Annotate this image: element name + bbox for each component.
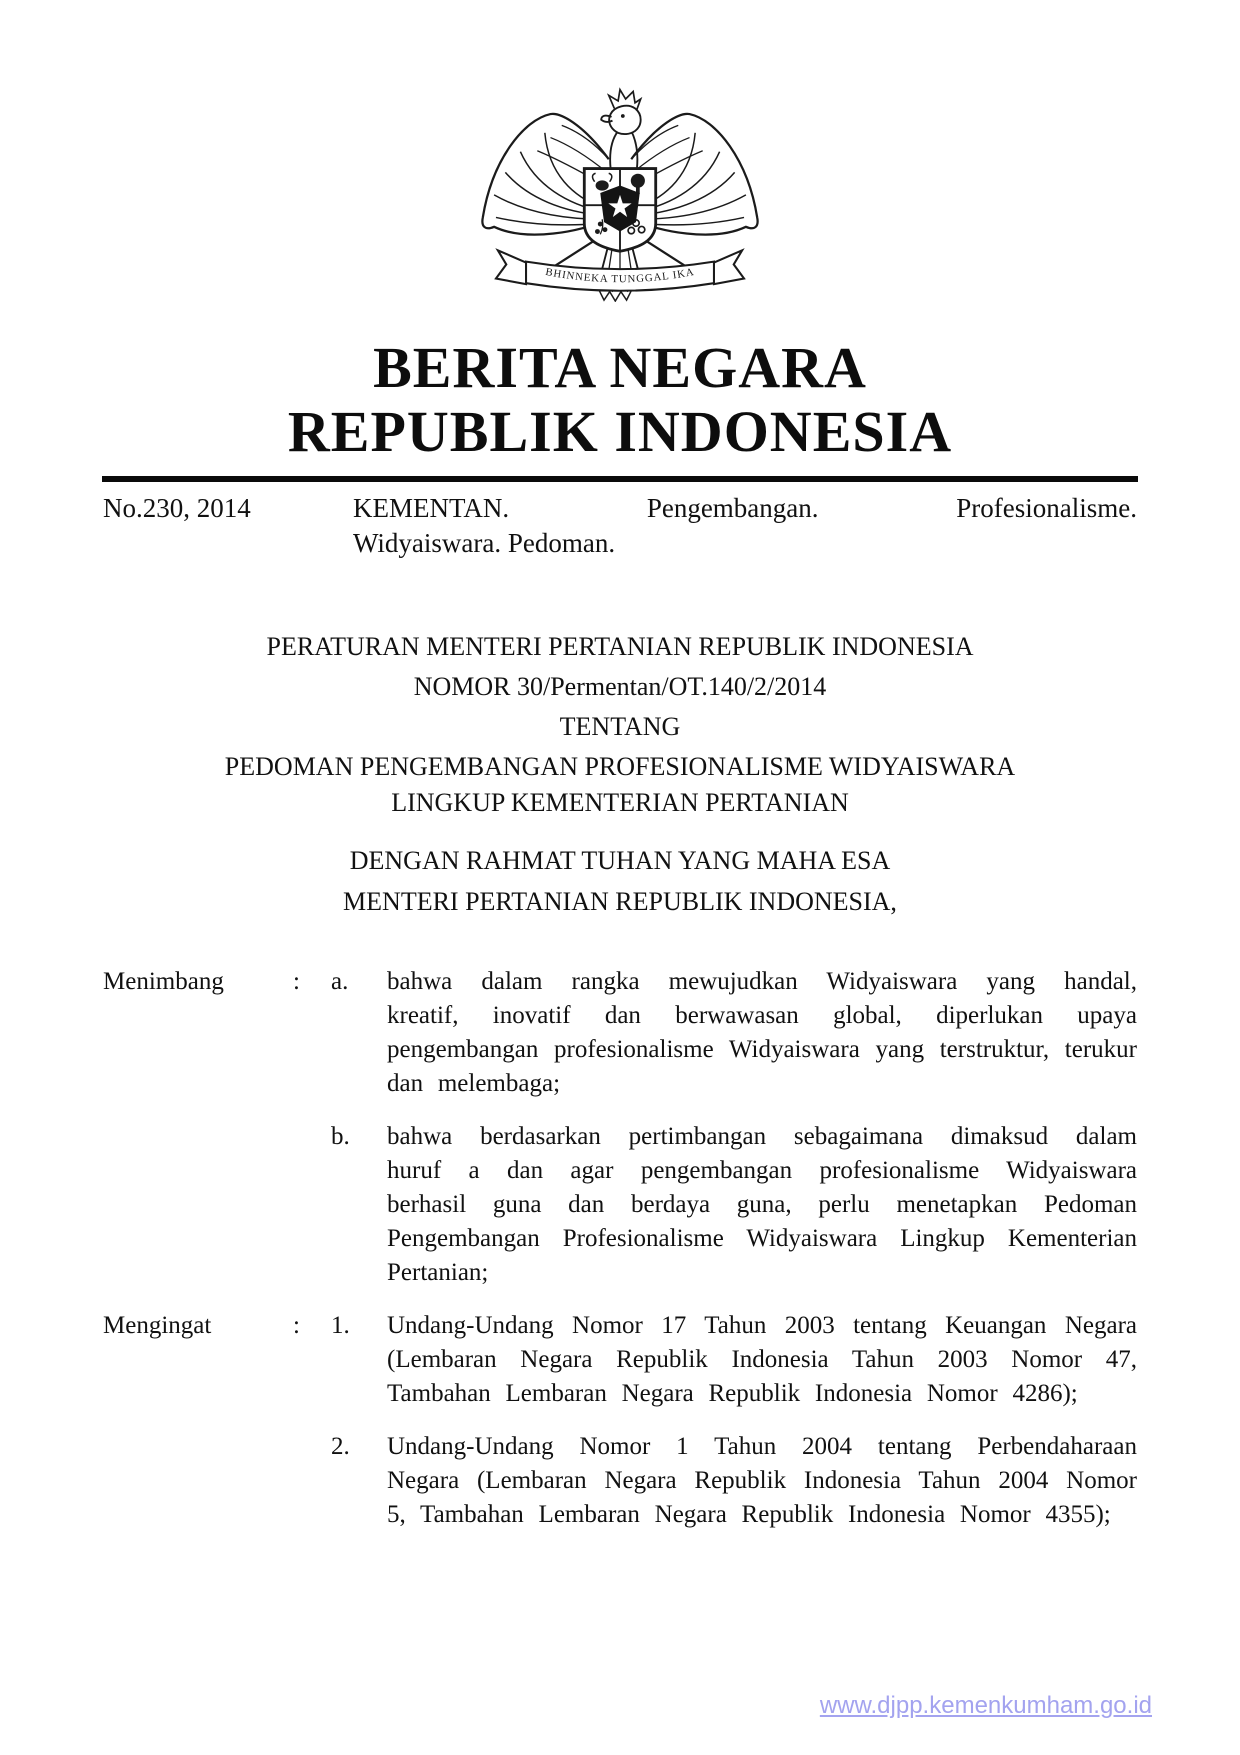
- decree-heading-block: [0, 631, 1240, 917]
- considering-colon: :: [293, 967, 300, 995]
- subject-word: Profesionalisme.: [956, 492, 1137, 523]
- decree-authority: MENTERI PERTANIAN REPUBLIK INDONESIA,: [343, 886, 897, 916]
- decree-number: NOMOR 30/Permentan/OT.140/2/2014: [413, 671, 827, 701]
- item-marker: b.: [331, 1122, 350, 1150]
- decree-subject-line1: PEDOMAN PENGEMBANGAN PROFESIONALISME WIDYAISWARA: [224, 751, 1016, 781]
- footer-link[interactable]: www.djpp.kemenkumham.go.id: [819, 1692, 1152, 1719]
- subject-word: KEMENTAN.: [353, 492, 510, 523]
- considering-label: Menimbang: [103, 967, 224, 995]
- gazette-subject: [353, 491, 1137, 561]
- recalling-item-2: [103, 1430, 1137, 1532]
- masthead-divider: [102, 476, 1138, 482]
- item-marker: 1.: [331, 1311, 350, 1339]
- recalling-colon: :: [293, 1311, 300, 1339]
- emblem-container: [0, 0, 1240, 302]
- gazette-subject-line2: Widyaiswara. Pedoman.: [353, 527, 616, 558]
- item-text: Undang-Undang Nomor 17 Tahun 2003 tentang Keuangan Negara (Lembaran Negara Republik Indonesia Tahun 2003 Nomor 47, Tambahan Lembaran Negara Republik Indonesia Nomor 4286);: [387, 1311, 1137, 1407]
- considering-item-b: [103, 1120, 1137, 1290]
- gazette-title-line1: BERITA NEGARA: [373, 335, 867, 400]
- masthead-issue-row: [103, 491, 1137, 561]
- gazette-subject-line1: [353, 491, 1137, 526]
- considering-item-a: [103, 965, 1137, 1101]
- item-text: bahwa dalam rangka mewujudkan Widyaiswara yang handal, kreatif, inovatif dan berwawasan global, diperlukan upaya pengembangan profesionalisme Widyaiswara yang terstruktur, terukur dan melembaga;: [387, 967, 1137, 1097]
- subject-word: Pengembangan.: [646, 492, 819, 523]
- garuda-pancasila-emblem: [460, 84, 780, 302]
- decree-title: PERATURAN MENTERI PERTANIAN REPUBLIK INDONESIA: [266, 631, 974, 661]
- gazette-issue-number: No.230, 2014: [103, 492, 251, 523]
- emblem-motto: BHINNEKA TUNGGAL IKA: [544, 265, 696, 286]
- gazette-title: [0, 336, 1240, 464]
- item-marker: 2.: [331, 1432, 350, 1460]
- item-text: Undang-Undang Nomor 1 Tahun 2004 tentang Perbendaharaan Negara (Lembaran Negara Republik Indonesia Tahun 2004 Nomor 5, Tambahan Lembaran Negara Republik Indonesia Nomor 4355);: [387, 1432, 1137, 1528]
- decree-subject-line2: LINGKUP KEMENTERIAN PERTANIAN: [391, 787, 849, 817]
- preamble: [103, 965, 1137, 1532]
- item-text: bahwa berdasarkan pertimbangan sebagaimana dimaksud dalam huruf a dan agar pengembangan profesionalisme Widyaiswara berhasil guna dan berdaya guna, perlu menetapkan Pedoman Pengembangan Profesionalisme Widyaiswara Lingkup Kementerian Pertanian;: [387, 1122, 1137, 1286]
- gazette-title-line2: REPUBLIK INDONESIA: [287, 398, 953, 464]
- decree-invocation: DENGAN RAHMAT TUHAN YANG MAHA ESA: [349, 845, 891, 875]
- decree-about-label: TENTANG: [559, 711, 681, 741]
- item-marker: a.: [331, 967, 349, 995]
- recalling-label: Mengingat: [103, 1311, 212, 1339]
- recalling-item-1: [103, 1309, 1137, 1411]
